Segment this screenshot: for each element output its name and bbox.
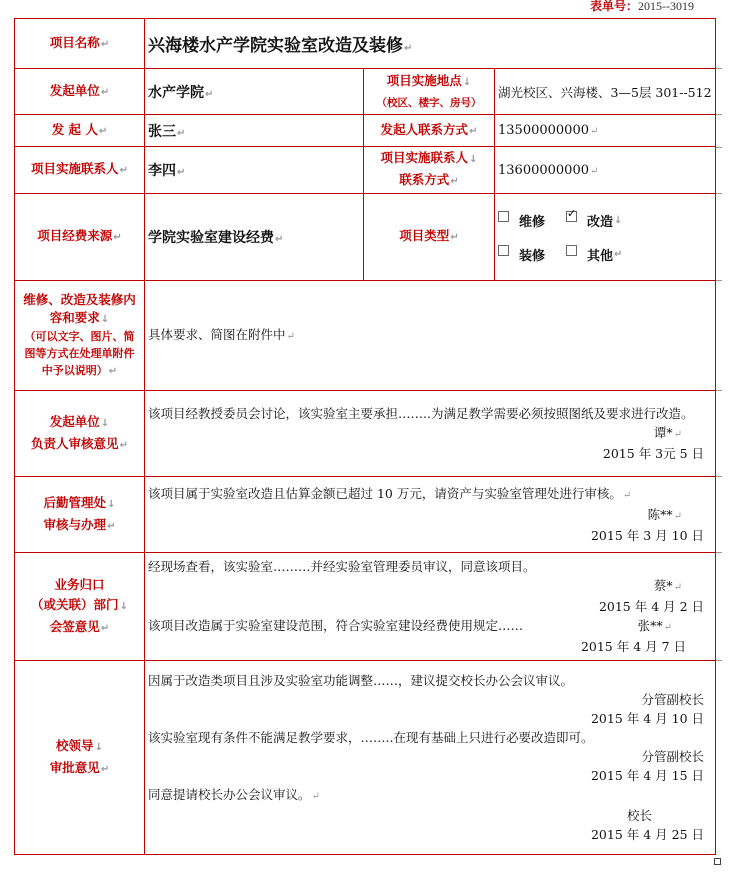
project-name-label: 项目名称↵ [15, 19, 145, 69]
leader-approval-signer-1: 分管副校长 [641, 692, 705, 707]
business-review-text-2: 该项目改造属于实验室建设范围，符合实验室建设经费使用规定…… [148, 618, 524, 633]
type-option-repair[interactable]: 维修 [498, 211, 566, 230]
business-review-date-2: 2015 年 4 月 7 日 [580, 639, 687, 654]
leader-approval-date-2: 2015 年 4 月 15 日 [590, 768, 705, 783]
row-end-marker [716, 280, 722, 287]
leader-approval-opinion[interactable] [145, 661, 716, 855]
project-type-label: 项目类型↵ [364, 194, 495, 281]
form-number-value: 2015--3019 [638, 0, 695, 13]
location-label: 项目实施地点↓ （校区、楼字、房号） [364, 69, 495, 115]
content-value[interactable]: 具体要求、简图在附件中↵ [145, 281, 716, 391]
leader-approval-signer-3: 校长 [627, 808, 653, 823]
leader-approval-text-3: 同意提请校长办公会议审议。↵ [148, 787, 320, 802]
implementer-contact-label: 项目实施联系人↓ 联系方式↵ [364, 147, 495, 194]
repair-checkbox[interactable] [498, 211, 509, 222]
type-option-renovation[interactable]: ✓ 改造 ↓ [566, 211, 634, 230]
row-end-marker [716, 476, 722, 483]
row-logistics-review [15, 477, 716, 553]
row-end-marker [716, 147, 722, 154]
form-number-label: 表单号： [590, 0, 639, 13]
table-resize-handle[interactable] [714, 858, 721, 865]
row-business-review [15, 553, 716, 661]
leader-approval-text-1: 因属于改造类项目且涉及实验室功能调整……，建议提交校长办公会议审议。 [148, 673, 574, 688]
row-unit-review [15, 391, 716, 477]
initiator-contact-value[interactable]: 13500000000↵ [495, 115, 716, 147]
initiator-value[interactable]: 张三↵ [145, 115, 364, 147]
business-review-entry-2 [148, 616, 712, 637]
business-review-signer-2: 张**↵ [637, 618, 673, 633]
row-end-marker [716, 552, 722, 559]
unit-review-signer: 谭*↵ [653, 425, 683, 440]
unit-review-opinion[interactable] [145, 391, 716, 477]
implementer-contact-value[interactable]: 13600000000↵ [495, 147, 716, 194]
row-end-marker [716, 390, 722, 397]
leader-approval-label: 校领导↓ 审批意见↵ [15, 661, 145, 855]
row-end-marker [716, 660, 722, 667]
implementer-label: 项目实施联系人↵ [15, 147, 145, 194]
location-value[interactable]: 湖光校区、兴海楼、3—5层 301--512 [495, 69, 716, 115]
leader-approval-date-1: 2015 年 4 月 10 日 [590, 711, 705, 726]
form-number [590, 0, 694, 14]
logistics-review-text: 该项目属于实验室改造且估算金额已超过 10 万元，请资产与实验室管理处进行审核。↵ [148, 486, 632, 501]
type-option-decoration[interactable]: 装修 [498, 245, 566, 264]
unit-review-date: 2015 年 3元 5 日 [602, 446, 705, 461]
row-funding [15, 194, 716, 281]
row-content [15, 281, 716, 391]
row-initiator-unit [15, 69, 716, 115]
business-review-opinion[interactable] [145, 553, 716, 661]
initiator-unit-label: 发起单位↵ [15, 69, 145, 115]
leader-approval-signer-2: 分管副校长 [641, 749, 705, 764]
row-implementer [15, 147, 716, 194]
funding-label: 项目经费来源↵ [15, 194, 145, 281]
row-project-name [15, 19, 716, 69]
logistics-review-signer: 陈**↵ [647, 507, 683, 522]
row-end-marker [716, 114, 722, 121]
row-end-marker [716, 68, 722, 75]
logistics-review-date: 2015 年 3 月 10 日 [590, 528, 705, 543]
implementer-value[interactable]: 李四↵ [145, 147, 364, 194]
decoration-checkbox[interactable] [498, 245, 509, 256]
project-name-value[interactable]: 兴海楼水产学院实验室改造及装修↵ [145, 19, 716, 69]
initiator-contact-label: 发起人联系方式↵ [364, 115, 495, 147]
project-form-table [14, 18, 716, 855]
renovation-checkbox[interactable] [566, 211, 577, 222]
initiator-label: 发 起 人↵ [15, 115, 145, 147]
content-label: 维修、改造及装修内 容和要求↓ （可以文字、图片、简 图等方式在处理单附件 中予以说明）↵ [15, 281, 145, 391]
type-option-other[interactable]: 其他 ↵ [566, 245, 634, 264]
row-leader-approval [15, 661, 716, 855]
row-end-marker [716, 193, 722, 200]
leader-approval-date-3: 2015 年 4 月 25 日 [590, 827, 705, 842]
business-review-signer-1: 蔡*↵ [653, 578, 683, 593]
row-initiator [15, 115, 716, 147]
project-type-options [495, 194, 716, 281]
business-review-label: 业务归口 （或关联）部门↓ 会签意见↵ [15, 553, 145, 661]
leader-approval-text-2: 该实验室现有条件不能满足教学要求，……..在现有基础上只进行必要改造即可。 [148, 730, 594, 745]
other-checkbox[interactable] [566, 245, 577, 256]
business-review-text-1: 经现场查看，该实验室………并经实验室管理委员审议，同意该项目。 [148, 559, 536, 574]
initiator-unit-value[interactable]: 水产学院↵ [145, 69, 364, 115]
unit-review-label: 发起单位↓ 负责人审核意见↵ [15, 391, 145, 477]
unit-review-text: 该项目经教授委员会讨论，该实验室主要承担……..为满足教学需要必须按照图纸及要求进行改造。 [148, 406, 694, 421]
logistics-review-opinion[interactable] [145, 477, 716, 553]
funding-value[interactable]: 学院实验室建设经费↵ [145, 194, 364, 281]
logistics-review-label: 后勤管理处↓ 审核与办理↵ [15, 477, 145, 553]
business-review-date-1: 2015 年 4 月 2 日 [598, 599, 705, 614]
